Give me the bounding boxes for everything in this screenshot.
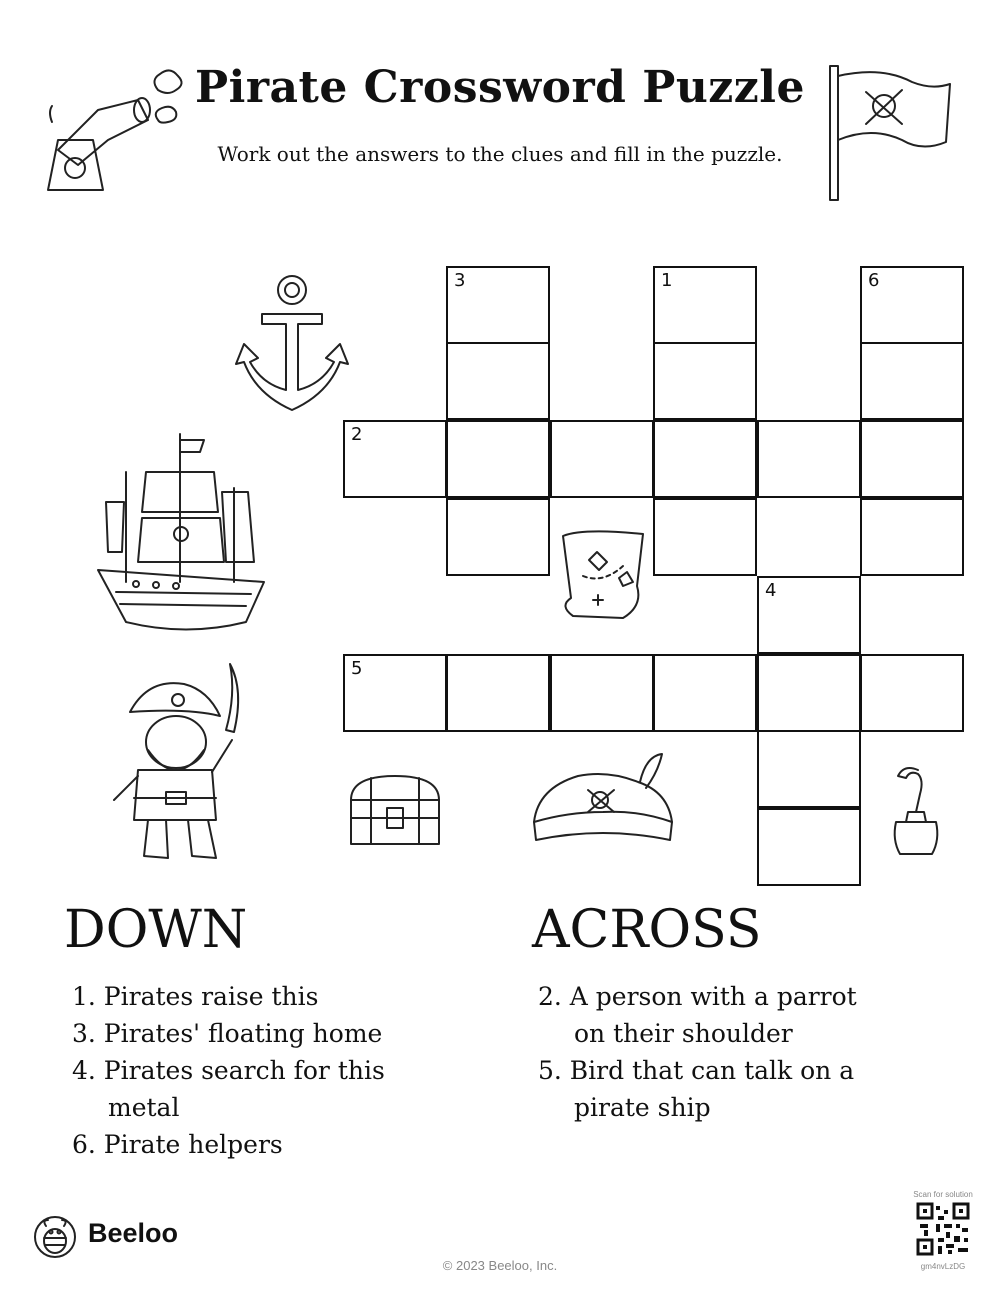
clue-number: 2 [351,424,363,445]
treasure-map-icon [553,526,663,626]
crossword-cell[interactable] [860,654,964,732]
crossword-cell[interactable] [757,730,861,808]
crossword-cell[interactable] [446,498,550,576]
across-clue-list [538,978,857,1126]
crossword-cell[interactable] [446,342,550,420]
crossword-cell[interactable] [860,266,964,344]
clue-number: 6 [868,270,880,291]
crossword-cell[interactable] [757,808,861,886]
page-title: Pirate Crossword Puzzle [195,62,805,113]
crossword-cell[interactable] [550,654,654,732]
down-clue: 4. Pirates search for this [72,1056,385,1085]
qr-code-id: gm4nvLzDG [920,1262,966,1271]
crossword-cell[interactable] [757,420,861,498]
crossword-cell[interactable] [446,266,550,344]
qr-caption: Scan for solution [913,1190,973,1199]
down-heading: DOWN [64,900,248,960]
pirate-ship-icon [96,432,266,642]
pirate-flag-icon [822,62,962,202]
crossword-cell[interactable] [860,342,964,420]
anchor-icon [222,272,362,417]
bee-logo-icon [32,1214,78,1260]
clue-number: 5 [351,658,363,679]
across-clue: 2. A person with a parrot [538,982,857,1011]
crossword-cell[interactable] [446,420,550,498]
crossword-cell[interactable] [343,420,447,498]
crossword-cell[interactable] [343,654,447,732]
down-clue-continuation: metal [108,1093,180,1122]
crossword-cell[interactable] [860,498,964,576]
down-clue: 1. Pirates raise this [72,982,319,1011]
clue-number: 4 [765,580,777,601]
treasure-chest-icon [345,770,445,850]
page-subtitle: Work out the answers to the clues and fill in the puzzle. [217,142,783,166]
across-heading: ACROSS [532,900,762,960]
pirate-hook-icon [880,760,950,860]
crossword-cell[interactable] [653,266,757,344]
brand-name: Beeloo [88,1218,179,1248]
down-clue: 6. Pirate helpers [72,1130,283,1159]
down-clue-list [72,978,385,1163]
clue-number: 3 [454,270,466,291]
copyright: © 2023 Beeloo, Inc. [442,1258,558,1273]
crossword-cell[interactable] [653,498,757,576]
qr-code-icon[interactable] [916,1202,970,1256]
pirate-hat-icon [528,752,678,852]
crossword-cell[interactable] [653,420,757,498]
pirate-captain-icon [108,660,258,870]
down-clue: 3. Pirates' floating home [72,1019,383,1048]
crossword-cell[interactable] [653,654,757,732]
across-clue: 5. Bird that can talk on a [538,1056,855,1085]
clue-number: 1 [661,270,673,291]
crossword-cell[interactable] [550,420,654,498]
crossword-cell[interactable] [860,420,964,498]
crossword-cell[interactable] [446,654,550,732]
crossword-cell[interactable] [757,654,861,732]
crossword-cell[interactable] [653,342,757,420]
across-clue-continuation: on their shoulder [574,1019,793,1048]
crossword-cell[interactable] [757,576,861,654]
across-clue-continuation: pirate ship [574,1093,711,1122]
cannon-icon [38,70,188,200]
